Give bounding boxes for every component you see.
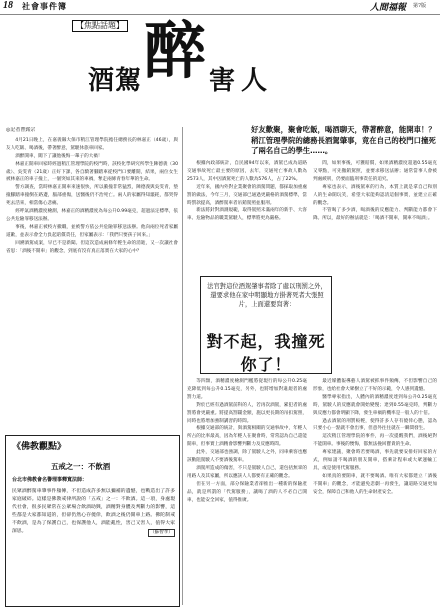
paragraph: 4月21日晚上，在嘉義縣大保市稍江管理學院擔任總務長的林嘉正（46歲），與友人吃飯、喝酒後，帶著醉意，駕駛休旅車回家。: [6, 137, 178, 151]
paragraph: 過去酒駕的刑罰較輕，使得許多人存有僥倖心態，認為只要小心一點就不會出事，但意外往往就在一瞬間發生。: [313, 418, 437, 432]
article-right-top: [313, 160, 437, 270]
subheadline: 好友歡聚，聚會吃飯，喝酒聊天，帶著醉意，能開車！？稍江管理學院的總務長酒駕肇事，竟在自己的校門口撞死了兩名自己的學生……。: [251, 125, 436, 155]
paragraph: 根據交通部的統計，與酒駕相關的交通事故中，年輕人所占的比率最高，因為年輕人在聚會時，常常認為自己還能開車，但事實上酒精會影響判斷力及反應時間。: [187, 426, 307, 448]
headline-right: 害人: [209, 66, 274, 96]
paragraph: 酒駕所造成的傷害，不只是駕駛人自己，還包括無辜的用路人及其家屬，所以應該人人都要有正確的觀念。: [187, 465, 307, 479]
paragraph: 對於已經有過酒駕前科的人，若再次酒駕，累犯者的處罰將會更嚴重。將提高罰鍰金額，施以更長期的吊扣駕照，同時也將增加強制講習的時間。: [187, 402, 307, 424]
headline-left: 酒駕: [88, 66, 143, 96]
paragraph: 新法將針對酒測規範，取得駕照未滿兩年的新手、大客車、危險物品的職業駕駛人，標準將更為嚴格。: [187, 208, 307, 222]
paragraph: 經呼氣酒精濃度檢測，林嘉正的酒精濃度為每公升0.99毫克，超過法定標準，依公共危險罪移送法辦。: [6, 209, 178, 222]
column-divider: [182, 127, 183, 605]
paragraph: 如果真的要開車，就不要喝酒。唯有大家都建立「酒後不開車」的觀念，才能避免悲劇一再發生，讓道路交通更加安全，保障自己和他人的生命財產安全。: [313, 473, 437, 495]
pull-quote-box: [200, 276, 332, 374]
paragraph: 警方調查，當時林嘉正開車來速很快，所以衝撞非常猛烈，陳德義與吳雯青，墊撞腳踏車撞倒在路邊，腦部重傷，送醫後仍不治死亡。兩人的家屬得知噩耗，都哭得死去活來，相當傷心悲痛。: [6, 185, 178, 207]
paragraph: 不管喝了多少酒，喝酒後的反應能力、判斷能力都會下降。所以，最好的辦法就是：「喝酒不開車，開車不喝酒」。: [313, 208, 437, 222]
paragraph: 事後，林嘉正被校方撤職，並被警方依公共危險罪移送法辦。他向兩位死者家屬道歉，並表示會全力負起賠償責任，但家屬表示：「我們只要孩子回來。」: [6, 224, 178, 238]
box-subtitle: 五戒之一：不飲酒: [51, 462, 111, 471]
section-title: 社會事件簿: [22, 1, 67, 11]
paragraph: 此外，交通部也強調，除了駕駛人之外，同車乘客也應該勸阻駕駛人不要酒後駕車。: [187, 450, 307, 464]
newspaper-brand: 人間福報: [370, 3, 407, 13]
issue-label: 第7版: [413, 3, 427, 9]
focus-tag: 【焦點話題】: [72, 20, 128, 32]
box-author: 台北市佛教會名譽理事釋寬法師：: [12, 477, 88, 483]
page-number: 18: [3, 0, 13, 11]
article-right-bottom: [313, 378, 437, 605]
paragraph: 問，如果事後，可獲賠償，如果酒精濃度超過0.55毫克又零點，可先撤銷駕照，並要求移送法辦；通常當事人會被判處緩刑，仍要面臨刑事責任的追究。: [313, 161, 437, 182]
article-middle-bottom: [187, 378, 307, 605]
paragraph: 專家建議，聚會時若要喝酒，事先就要安排好回家的方式，例如請不喝酒的朋友開車，搭乘計程車或大眾運輸工具，或是使用代駕服務。: [313, 450, 437, 471]
article-left-column: [6, 127, 178, 427]
paragraph: 回溯酒駕成案，早已不是新聞。但這次造成兩條年輕生命的消逝，又一次讓社會省思：「酒後不開車」的觀念，到底有沒有真正落實在大家的心中？: [6, 240, 178, 254]
paragraph: 這次稍江管理學院的事件，再一次提醒我們，酒後絕對不能開車。事後的懊悔，都無法挽回寶貴的生命。: [313, 434, 437, 448]
paragraph: 根據內政部統計，自民國94年以來，酒駕已成為道路交通事故死亡最主要的原因，去年，交通死亡事故人數為2573人，其中因酒駕死亡的人數為576人，占了22%。: [187, 161, 307, 182]
paragraph: 醫學專家指出，人體內的酒精濃度達到每公升0.25毫克時，駕駛人的反應就會開始變慢；達到0.55毫克時，判斷力與反應力都會明顯下降，發生車禍的機率是一般人的十倍。: [313, 394, 437, 416]
paragraph: 酒醉開車，闖下了讓他後悔一輩子的大禍！: [15, 153, 103, 159]
article-middle-top: [187, 160, 307, 270]
byline: ◎記者曹銘宗: [6, 127, 36, 133]
paragraph: 等四類，酒精濃度檢測門檻將從現行的每公升0.25毫克降低到每公升0.15毫克，另外，也將增加對違規者的處罰力道。: [187, 379, 307, 400]
paragraph: 林嘉正開車回家時經過稍江管理學院的校門時，該校化學研究所學生陳德義（30歲）、吳雯青（21歲）正好下課，各自騎著腳踏車從校門口要離開，結果，兩位女生被林嘉正的車子撞上，一個突如其來的車禍，奪走兩條青春年華的生命。: [6, 161, 178, 183]
buddhist-viewpoint-box: [5, 435, 180, 607]
headline-big-char: 醉: [144, 14, 207, 87]
box-body-text: 民眾酒醉駕車肇事件頻傳，不但造成許多無以彌補的遺憾，也戰造出了許多家庭破碎。這樣是佛教戒律所說的「五戒」之一：不飲酒。這一項，身處現代社會，很多民眾常在公眾場合飲酒助興，酒精對身體及判斷力的影響，這些都是大家都知道的，但卻仍然心存僥倖，飲酒之後仍開車上路。佛陀制戒不飲酒，是為了保護自己，也保護他人，酒能亂性，害己又害人，值得大家深思。: [12, 489, 175, 534]
pull-quote-big: 對不起，我撞死你了！: [206, 332, 326, 374]
box-signature: （蘇智孝）: [150, 530, 173, 535]
paragraph: 專家也表示，酒後駕車的行為，本質上就是拿自己和別人的生命開玩笑，希望大家能夠認清這個事實，並建立正確的觀念。: [313, 184, 437, 206]
pull-quote-text: 法官對這位酒駕肇事者除了處以刑罰之外，還要求他在家中明顯地方掛著死者大張照片，上面還要寫著：: [207, 283, 327, 308]
paragraph: 最近媒體報導藝人酒駕被抓事件頻傳，不但影響自己的形象，也給社會大眾樹立了不好的示範，令人感到遺憾。: [313, 379, 437, 392]
box-body: [12, 488, 175, 537]
box-title: 《佛教觀點》: [12, 442, 67, 452]
paragraph: 但在另一方面，部分保險業者卻推出一種新的保險產品，就是所謂的「代駕服務」，讓喝了酒的人不必自己開車，也能安全回家，值得推廣。: [187, 481, 307, 503]
paragraph: 近年來，國內外對企業聚會的酒駕問題，都採取加重處罰的做法，今年三月，交通部已通過更嚴格的酒駕標準，當時罰款提高，酒醉駕車者吊銷駕照並服刑。: [187, 184, 307, 206]
